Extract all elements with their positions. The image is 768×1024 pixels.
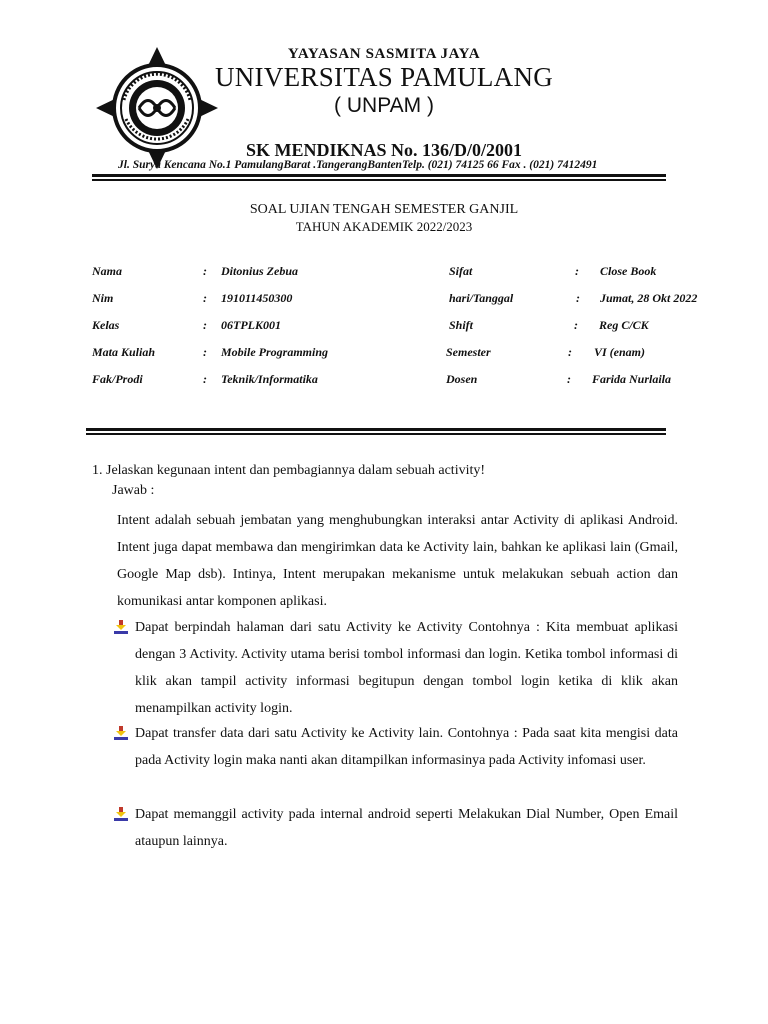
separator: : [203,264,207,278]
exam-title: SOAL UJIAN TENGAH SEMESTER GANJIL [249,202,519,217]
separator: : [575,264,579,278]
section-rule-thick [86,428,666,431]
bullet-item: Dapat berpindah halaman dari satu Activity ke Activity Contohnya : Kita membuat aplikasi dengan 3 Activity. Activity utama berisi tombol informasi dan login. Ketika tombol informasi di klik akan tampil activity informasi begitupun dengan tombol login ketika di klik akan menampilkan activity login. [135,620,678,716]
value-dosen: Farida Nurlaila [592,372,672,386]
separator: : [203,345,207,359]
value-fak-prodi: Teknik/Informatika [221,372,318,386]
separator: : [576,291,580,305]
foundation-name: YAYASAN SASMITA JAYA [287,46,481,62]
label-nim: Nim [92,291,114,305]
university-name: UNIVERSITAS PAMULANG [214,62,554,92]
arrow-bullet-icon [113,619,129,635]
value-nama: Ditonius Zebua [221,264,299,278]
label-dosen: Dosen [446,372,478,386]
answer-paragraph: Intent adalah sebuah jembatan yang menghubungkan interaksi antar Activity di aplikasi Android. Intent juga dapat membawa dan mengirimkan data ke Activity lain, bahkan ke aplikasi lain (Gmail, Google Map dsb). Intinya, Intent merupakan mekanisme untuk melakukan sebuah action dan komunikasi antar komponen aplikasi. [117,513,678,609]
label-mata-kuliah: Mata Kuliah [92,345,156,359]
section-rule-thin [86,433,666,435]
label-shift: Shift [449,318,474,332]
header-rule-thick [92,174,666,177]
separator: : [203,291,207,305]
decree-number: SK MENDIKNAS No. 136/D/0/2001 [245,140,523,160]
label-semester: Semester [446,345,491,359]
label-kelas: Kelas [92,318,120,332]
label-hari-tanggal: hari/Tanggal [449,291,514,305]
separator: : [574,318,578,332]
label-sifat: Sifat [449,264,473,278]
bullet-item: Dapat memanggil activity pada internal android seperti Melakukan Dial Number, Open Email ataupun lainnya. [135,807,678,849]
value-shift: Reg C/CK [599,318,649,332]
university-abbreviation: ( UNPAM ) [334,94,434,117]
value-mata-kuliah: Mobile Programming [221,345,329,359]
bullet-item: Dapat transfer data dari satu Activity ke Activity lain. Contohnya : Pada saat kita mengisi data pada Activity login maka nanti akan ditampilkan informasinya pada Activity infomasi user. [135,726,678,768]
question-1: 1. Jelaskan kegunaan intent dan pembagiannya dalam sebuah activity! [92,463,486,478]
address-line: Jl. Surya Kencana No.1 PamulangBarat .TangerangBantenTelp. (021) 74125 66 Fax . (021) 7412491 [118,159,598,171]
separator: : [568,345,572,359]
value-hari-tanggal: Jumat, 28 Okt 2022 [600,291,698,305]
academic-year: TAHUN AKADEMIK 2022/2023 [295,219,473,234]
separator: : [567,372,571,386]
value-sifat: Close Book [600,264,657,278]
label-fak-prodi: Fak/Prodi [92,372,143,386]
answer-label: Jawab : [112,483,155,498]
arrow-bullet-icon [113,725,129,741]
label-nama: Nama [92,264,122,278]
header-rule-thin [92,179,666,181]
arrow-bullet-icon [113,806,129,822]
separator: : [203,372,207,386]
value-semester: VI (enam) [594,345,645,359]
separator: : [203,318,207,332]
value-kelas: 06TPLK001 [221,318,281,332]
value-nim: 191011450300 [221,291,293,305]
